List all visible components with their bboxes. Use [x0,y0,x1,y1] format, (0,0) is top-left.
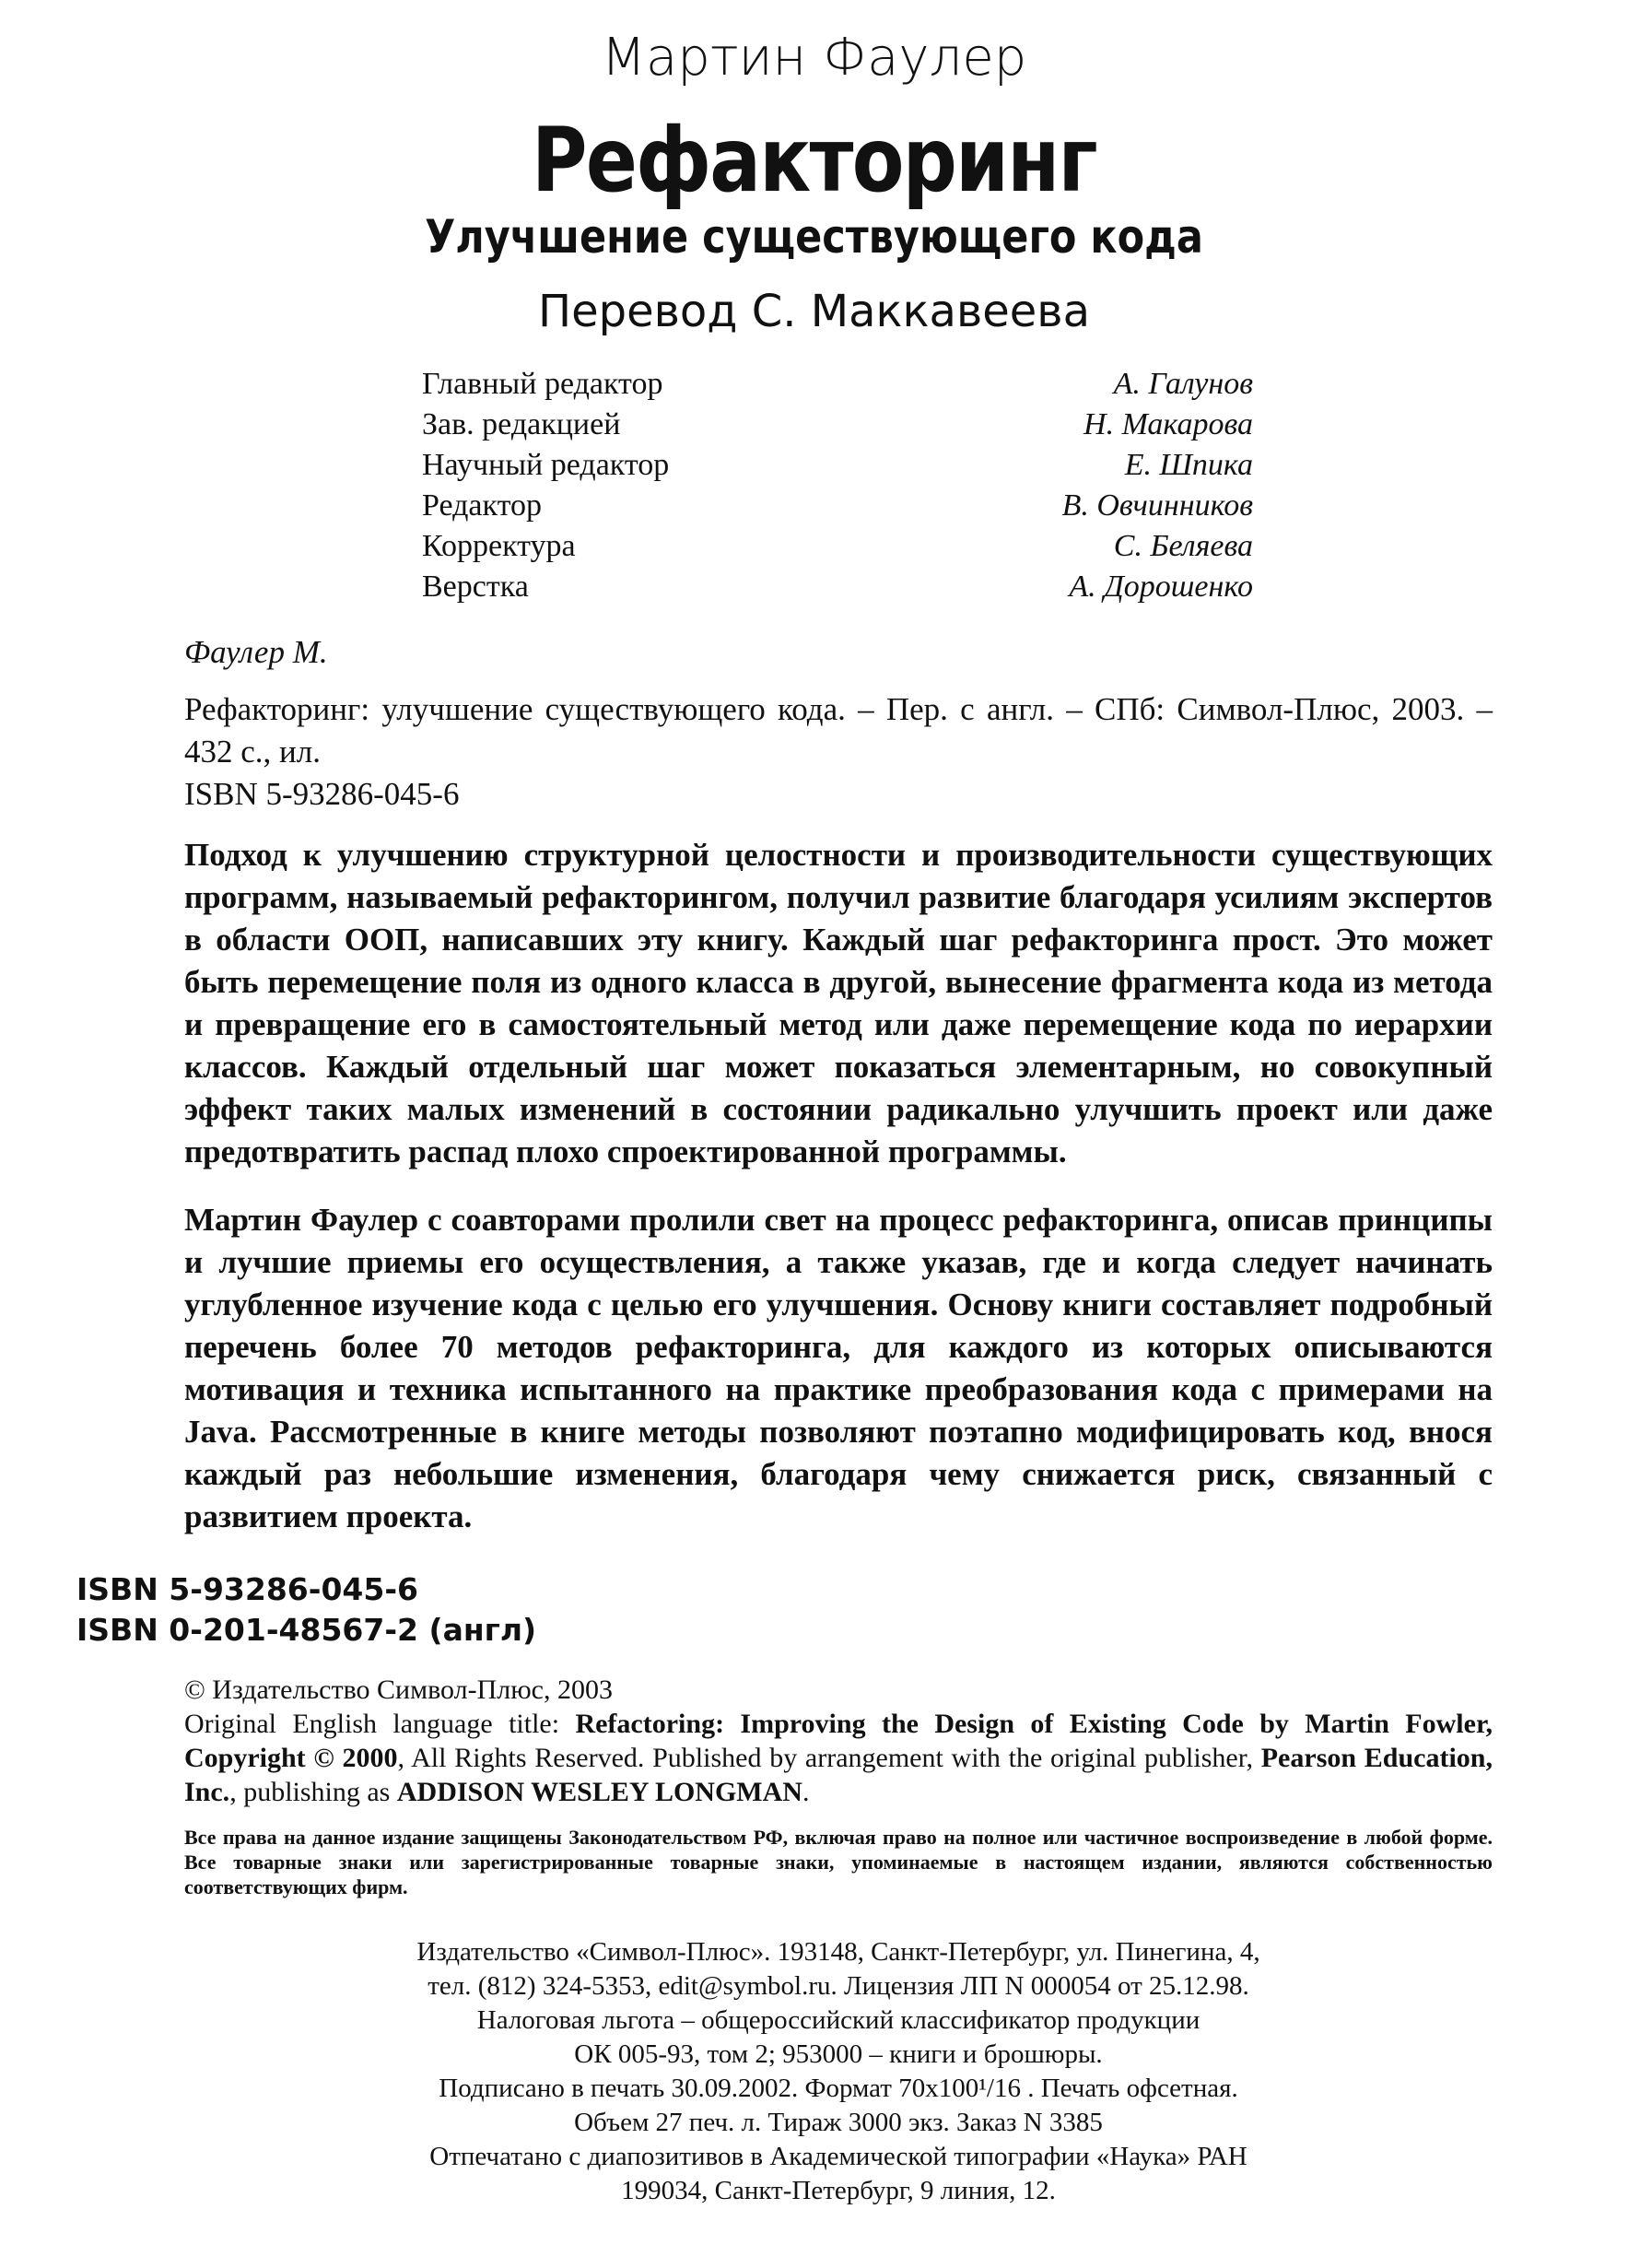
catalog-entry [184,631,1493,816]
imprint-line: тел. (812) 324-5353, edit@symbol.ru. Лицензия ЛП N 000054 от 25.12.98. [427,1971,1249,2001]
rights-notice: Все права на данное издание защищены Законодательством РФ, включая право на полное или частичное воспроизведение в любой форме. Все товарные знаки или зарегистрированные товарные знаки, упоминаемые в настоящем издании, являются собственностью соответствующих фирм. [184,1826,1493,1898]
isbn-english: ISBN 0-201-48567-2 (англ) [76,1612,537,1648]
credit-role: Редактор [422,488,542,523]
book-title: Рефакторинг [532,109,1096,212]
imprint-line: Отпечатано с диапозитивов в Академической типографии «Наука» РАН [429,2142,1247,2171]
original-title-mid2: , publishing as [229,1777,397,1807]
catalog-author: Фаулер М. [184,634,328,670]
original-title-mid: , All Rights Reserved. Published by arrangement with the original publisher, [397,1743,1261,1773]
original-imprint: ADDISON WESLEY LONGMAN [396,1777,802,1807]
original-title-end: . [802,1777,810,1807]
credit-name: А. Галунов [1113,367,1253,401]
credit-row [422,445,1253,486]
book-subtitle: Улучшение существующего кода [425,210,1203,264]
credit-row [422,405,1253,445]
credits-list [422,364,1253,607]
credit-role: Зав. редакцией [422,407,621,441]
credit-name: А. Дорошенко [1069,570,1253,604]
book-translator: Перевод С. Маккавеева [537,286,1091,337]
copyright-line: © Издательство Символ-Плюс, 2003 [184,1675,613,1705]
credit-row [422,567,1253,607]
annotation-paragraph: Подход к улучшению структурной целостности и производительности существующих программ, называемый рефакторингом, получил развитие благодаря усилиям экспертов в области ООП, написавших эту книгу. Каждый шаг рефакторинга прост. Это может быть перемещение поля из одного класса в другой, вынесение фрагмента кода из метода и превращение его в самостоятельный метод или даже перемещение кода по иерархии классов. Каждый отдельный шаг может показаться элементарным, но совокупный эффект таких малых изменений в состоянии радикально улучшить проект или даже предотвратить распад плохо спроектированной программы. [184,837,1493,1169]
annotation [184,834,1493,1564]
credit-role: Верстка [422,570,529,604]
imprint-line: Подписано в печать 30.09.2002. Формат 70х100¹/16 . Печать офсетная. [439,2074,1238,2103]
credit-role: Корректура [422,529,576,563]
copyright-block [184,1673,1493,1809]
credit-role: Научный редактор [422,448,670,482]
imprint-line: Объем 27 печ. л. Тираж 3000 экз. Заказ N 3385 [574,2108,1103,2137]
imprint-line: 199034, Санкт-Петербург, 9 линия, 12. [621,2176,1056,2205]
credit-row [422,486,1253,526]
imprint-block [184,1935,1493,2208]
book-author: Мартин Фаулер [601,28,1027,88]
imprint-line: Налоговая льгота – общероссийский классификатор продукции [476,2005,1201,2035]
credit-role: Главный редактор [422,367,663,401]
credit-row [422,526,1253,567]
isbn-block [76,1569,536,1651]
imprint-line: Издательство «Символ-Плюс». 193148, Санкт-Петербург, ул. Пинегина, 4, [416,1937,1260,1967]
annotation-paragraph: Мартин Фаулер с соавторами пролили свет на процесс рефакторинга, описав принципы и лучшие приемы его осуществления, а также указав, где и когда следует начинать углубленное изучение кода с целью его улучшения. Основу книги составляет подробный перечень более 70 методов рефакторинга, для каждого из которых описываются мотивация и техника испытанного на практике преобразования кода с примерами на Java. Рассмотренные в книге методы позволяют поэтапно модифицировать код, внося каждый раз небольшие изменения, благодаря чему снижается риск, связанный с развитием проекта. [184,1202,1493,1534]
credit-name: Н. Макарова [1083,407,1253,441]
credit-name: Е. Шпика [1124,448,1253,482]
original-title: Refactoring: Improving the Design of Existing Code by Martin Fowler, Copyright © 2000 [184,1709,1493,1773]
imprint-line: ОК 005-93, том 2; 953000 – книги и брошюры. [574,2039,1103,2069]
credit-name: С. Беляева [1113,529,1253,563]
credit-row [422,364,1253,405]
isbn-russian: ISBN 5-93286-045-6 [76,1571,419,1607]
original-publisher: Pearson Education, Inc. [184,1743,1493,1807]
catalog-description: Рефакторинг: улучшение существующего кода. – Пер. с англ. – СПб: Символ-Плюс, 2003. – 432 с., ил. [184,691,1493,770]
credit-name: В. Овчинников [1061,488,1253,523]
original-title-notice [184,1707,1493,1809]
original-title-prefix: Original English language title: [184,1709,576,1739]
catalog-isbn: ISBN 5-93286-045-6 [184,776,460,812]
